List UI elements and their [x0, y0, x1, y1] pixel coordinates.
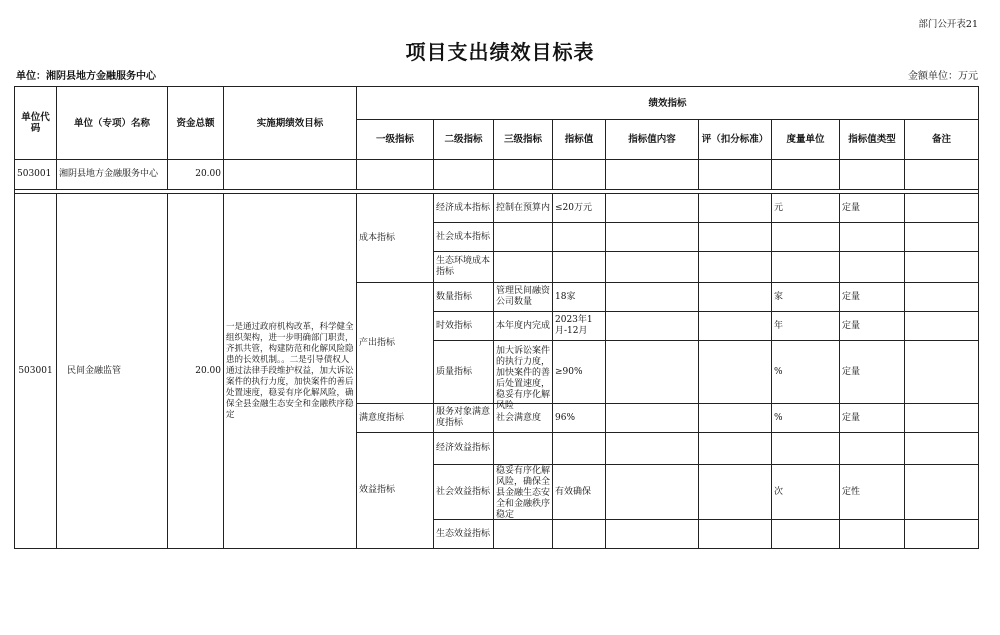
value-type-cell: 定量 [840, 194, 905, 223]
col-total-funds: 资金总额 [168, 87, 224, 160]
measure-unit-cell: 年 [772, 312, 840, 341]
value-type-cell: 定量 [840, 341, 905, 404]
summary-name: 湘阴县地方金融服务中心 [57, 160, 168, 190]
level3-cell: 管理民间融资公司数量 [494, 283, 553, 312]
project-goal: 一是通过政府机构改革，科学健全组织架构，进一步明确部门职责，齐抓共管，构建防范和化解风险隐患的长效机制。。二是引导债权人通过法律手段维护权益，加大诉讼案件的执行力度，加快案件的善后处置速度，稳妥有序化解风险，确保全县金融生态安全和金融秩序稳定 [224, 194, 357, 549]
level3-cell: 社会满意度 [494, 404, 553, 433]
project-code: 503001 [15, 194, 57, 549]
col-value-type: 指标值类型 [840, 120, 905, 160]
measure-unit-cell: % [772, 404, 840, 433]
summary-funds: 20.00 [168, 160, 224, 190]
table-row [15, 194, 979, 223]
value-type-cell: 定性 [840, 465, 905, 520]
performance-table [14, 86, 979, 549]
level3-cell: 本年度内完成 [494, 312, 553, 341]
col-scoring: 评（扣分标准） [699, 120, 772, 160]
index-value-cell: 有效确保 [553, 465, 606, 520]
col-index-value: 指标值 [553, 120, 606, 160]
col-perf-indicator: 绩效指标 [357, 87, 979, 120]
level3-text: 加大诉讼案件的执行力度，加快案件的善后处置速度，稳妥有序化解风险 [496, 346, 551, 411]
col-unit-code: 单位代码 [15, 87, 57, 160]
value-type-cell: 定量 [840, 404, 905, 433]
level3-cell: 控制在预算内 [494, 194, 553, 223]
col-period-goal: 实施期绩效目标 [224, 87, 357, 160]
unit-label: 单位：湘阴县地方金融服务中心 [16, 71, 156, 82]
project-funds: 20.00 [168, 194, 224, 549]
level2-cell: 生态环境成本指标 [434, 252, 494, 283]
summary-code: 503001 [15, 160, 57, 190]
level2-cell: 数量指标 [434, 283, 494, 312]
level2-cell: 服务对象满意度指标 [434, 404, 494, 433]
level2-cell: 时效指标 [434, 312, 494, 341]
measure-unit-cell: % [772, 341, 840, 404]
col-measure-unit: 度量单位 [772, 120, 840, 160]
level3-cell [494, 341, 553, 411]
value-type-cell: 定量 [840, 283, 905, 312]
header-row-1 [15, 87, 979, 120]
index-value-cell: ≤20万元 [553, 194, 606, 223]
level2-cell: 社会效益指标 [434, 465, 494, 520]
index-value-cell: 2023年1月-12月 [553, 312, 606, 341]
col-level1: 一级指标 [357, 120, 434, 160]
amount-unit-label: 金额单位：万元 [908, 71, 978, 82]
col-remarks: 备注 [905, 120, 979, 160]
level2-cell: 社会成本指标 [434, 223, 494, 252]
level2-cell: 质量指标 [434, 341, 494, 404]
index-value-cell: 18家 [553, 283, 606, 312]
level3-text: 稳妥有序化解风险，确保全县金融生态安全和金融秩序稳定 [496, 466, 551, 520]
value-type-cell: 定量 [840, 312, 905, 341]
index-value-cell: ≥90% [553, 341, 606, 404]
project-name: 民间金融监管 [57, 194, 168, 549]
level3-cell [494, 465, 553, 520]
col-unit-name: 单位（专项）名称 [57, 87, 168, 160]
level2-cell: 经济成本指标 [434, 194, 494, 223]
index-value-cell: 96% [553, 404, 606, 433]
measure-unit-cell: 家 [772, 283, 840, 312]
page-title: 项目支出绩效目标表 [405, 40, 595, 64]
summary-row [15, 160, 979, 190]
level1-benefit: 效益指标 [357, 433, 434, 549]
level2-cell: 生态效益指标 [434, 520, 494, 549]
measure-unit-cell: 元 [772, 194, 840, 223]
level2-cell: 经济效益指标 [434, 433, 494, 465]
table-number: 部门公开表21 [918, 19, 978, 30]
level1-output: 产出指标 [357, 283, 434, 404]
col-level2: 二级指标 [434, 120, 494, 160]
level1-cost: 成本指标 [357, 194, 434, 283]
level1-satisfaction: 满意度指标 [357, 404, 434, 433]
col-level3: 三级指标 [494, 120, 553, 160]
measure-unit-cell: 次 [772, 465, 840, 520]
col-index-content: 指标值内容 [606, 120, 699, 160]
